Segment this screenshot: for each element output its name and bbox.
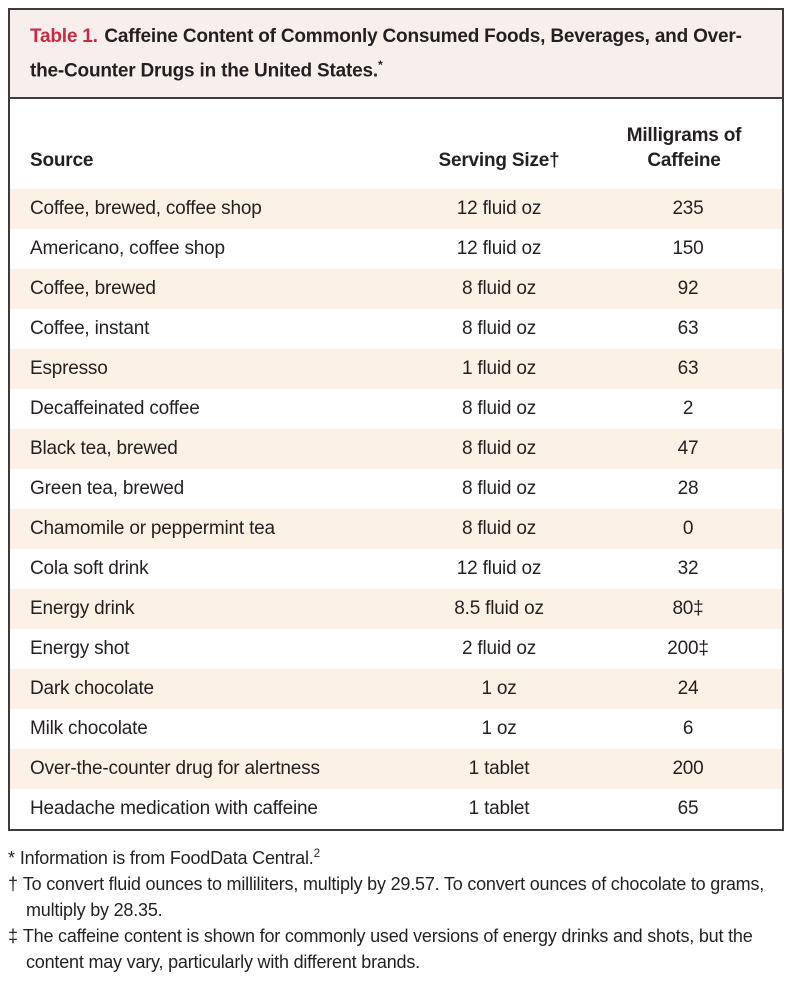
header-row: [10, 99, 782, 189]
source-cell: Coffee, brewed: [30, 278, 156, 300]
mg-value: 47: [677, 438, 699, 460]
serving-size-cell: 8 fluid oz: [461, 318, 537, 340]
mg-value: 200: [672, 758, 704, 780]
mg-value: 63: [677, 358, 699, 380]
source-cell: Energy drink: [30, 598, 135, 620]
source-cell: Milk chocolate: [30, 718, 148, 740]
serving-size-cell: 8 fluid oz: [461, 518, 537, 540]
caffeine-mg-cell: [594, 509, 782, 549]
column-header-serving-size: [404, 99, 594, 189]
table-row: [10, 709, 782, 749]
mg-value: 2: [682, 398, 694, 420]
table-row: [10, 509, 782, 549]
source-cell: Espresso: [30, 358, 108, 380]
caffeine-mg-cell: [594, 709, 782, 749]
serving-size-cell: 1 tablet: [468, 758, 530, 780]
caffeine-mg-cell: [594, 589, 782, 629]
mg-value: 150: [672, 238, 704, 260]
footnotes: [8, 841, 784, 975]
serving-size-cell: 8 fluid oz: [461, 278, 537, 300]
table-row: [10, 669, 782, 709]
table-row: [10, 549, 782, 589]
milligrams-label: Milligrams of Caffeine: [626, 125, 742, 172]
mg-value: 63: [677, 318, 699, 340]
serving-size-cell: 8 fluid oz: [461, 438, 537, 460]
table-row: [10, 189, 782, 229]
serving-size-label: Serving Size: [438, 150, 550, 172]
caffeine-mg-cell: [594, 309, 782, 349]
serving-size-cell: 12 fluid oz: [456, 238, 542, 260]
source-cell: Decaffeinated coffee: [30, 398, 200, 420]
table-row: [10, 269, 782, 309]
caffeine-mg-cell: [594, 189, 782, 229]
source-cell: Coffee, brewed, coffee shop: [30, 198, 262, 220]
source-cell: Cola soft drink: [30, 558, 149, 580]
caffeine-mg-cell: [594, 749, 782, 789]
source-cell: Chamomile or peppermint tea: [30, 518, 275, 540]
table-title-text: Caffeine Content of Commonly Consumed Foods, Beverages, and Over-the-Counter Drugs in the United States.: [30, 26, 742, 82]
caffeine-mg-cell: [594, 389, 782, 429]
serving-size-cell: 2 fluid oz: [461, 638, 537, 660]
table-label: Table 1.: [30, 26, 98, 47]
caffeine-mg-cell: [594, 349, 782, 389]
table-row: [10, 349, 782, 389]
caffeine-mg-cell: [594, 549, 782, 589]
caffeine-mg-cell: [594, 469, 782, 509]
mg-value: 32: [677, 558, 699, 580]
serving-size-dagger: †: [549, 150, 560, 172]
mg-note-marker: ‡: [698, 638, 709, 660]
asterisk-marker: *: [8, 848, 15, 869]
table-row: [10, 629, 782, 669]
source-cell: Black tea, brewed: [30, 438, 178, 460]
table-header: [10, 99, 782, 189]
table-body: [10, 189, 782, 829]
table-row: [10, 309, 782, 349]
source-cell: Dark chocolate: [30, 678, 154, 700]
mg-value: 6: [682, 718, 694, 740]
source-cell: Green tea, brewed: [30, 478, 184, 500]
footnote-dagger-text: To convert fluid ounces to milliliters, multiply by 29.57. To convert ounces of chocolate to grams, multiply by 28.35.: [22, 874, 765, 921]
mg-value: 235: [672, 198, 704, 220]
table-row: [10, 789, 782, 829]
serving-size-cell: 8 fluid oz: [461, 478, 537, 500]
source-cell: Energy shot: [30, 638, 130, 660]
caffeine-mg-cell: [594, 429, 782, 469]
title-footnote-marker: *: [377, 58, 383, 72]
serving-size-cell: 1 oz: [481, 678, 517, 700]
table-row: [10, 749, 782, 789]
source-cell: Americano, coffee shop: [30, 238, 225, 260]
serving-size-cell: 8 fluid oz: [461, 398, 537, 420]
footnote-asterisk-text: Information is from FoodData Central.: [19, 848, 314, 869]
caffeine-mg-cell: [594, 229, 782, 269]
mg-value: 200: [667, 638, 699, 660]
column-header-milligrams: [594, 99, 782, 189]
serving-size-cell: 8.5 fluid oz: [454, 598, 544, 620]
mg-value: 28: [677, 478, 699, 500]
source-cell: Over-the-counter drug for alertness: [30, 758, 320, 780]
mg-note-marker: ‡: [693, 598, 704, 620]
source-cell: Coffee, instant: [30, 318, 150, 340]
serving-size-cell: 12 fluid oz: [456, 198, 542, 220]
table-card: [8, 8, 784, 831]
footnote-dagger: [8, 871, 784, 923]
mg-value: 24: [677, 678, 699, 700]
serving-size-cell: 1 oz: [481, 718, 517, 740]
footnote-asterisk: [8, 841, 784, 871]
table-row: [10, 469, 782, 509]
serving-size-cell: 1 tablet: [468, 798, 530, 820]
serving-size-cell: 1 fluid oz: [461, 358, 537, 380]
reference-superscript: 2: [313, 847, 320, 861]
table-row: [10, 229, 782, 269]
mg-value: 0: [682, 518, 694, 540]
table-row: [10, 589, 782, 629]
mg-value: 92: [677, 278, 699, 300]
serving-size-cell: 12 fluid oz: [456, 558, 542, 580]
dagger-marker: †: [8, 874, 18, 895]
caffeine-table: [10, 99, 782, 829]
column-header-source: Source: [10, 99, 404, 189]
footnote-double-dagger: [8, 923, 784, 975]
caffeine-mg-cell: [594, 789, 782, 829]
table-row: [10, 389, 782, 429]
mg-value: 80: [672, 598, 694, 620]
caffeine-mg-cell: [594, 269, 782, 309]
table-title: [10, 10, 782, 99]
source-cell: Headache medication with caffeine: [30, 798, 318, 820]
mg-value: 65: [677, 798, 699, 820]
footnote-double-dagger-text: The caffeine content is shown for commonly used versions of energy drinks and shots, but the content may vary, particularly with different brands.: [22, 926, 753, 973]
caffeine-mg-cell: [594, 669, 782, 709]
double-dagger-marker: ‡: [8, 926, 18, 947]
table-row: [10, 429, 782, 469]
caffeine-mg-cell: [594, 629, 782, 669]
